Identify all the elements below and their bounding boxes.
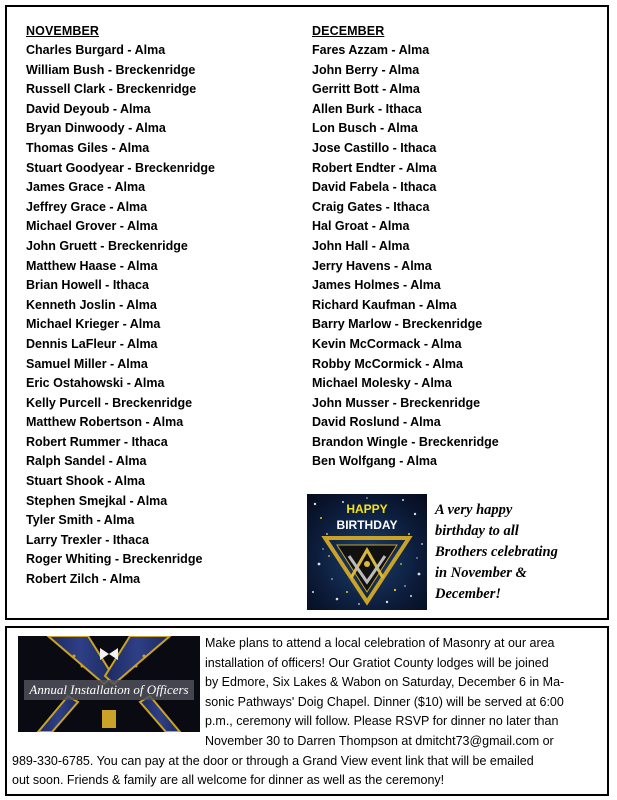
december-brother-name: Gerritt Bott - Alma [312,82,420,97]
december-brother-name: Barry Marlow - Breckenridge [312,317,483,332]
installation-section [5,626,609,796]
december-brother-name: Robert Endter - Alma [312,160,437,175]
november-brother-name: Samuel Miller - Alma [26,356,148,371]
masonic-emblem-icon [325,538,409,602]
november-brother-name: Jeffrey Grace - Alma [26,199,148,214]
december-column [312,23,499,472]
november-brother-name: Robert Zilch - Alma [26,572,141,587]
announcement-line: 989-330-6785. You can pay at the door or through a Grand View event link that will be emailed [12,753,534,768]
november-brother-name: Matthew Haase - Alma [26,258,158,273]
announcement-line: Make plans to attend a local celebration of Masonry at our area [205,636,555,650]
november-brother-name: Stephen Smejkal - Alma [26,493,168,508]
december-brother-name: Allen Burk - Ithaca [312,101,422,116]
november-brother-name: Stuart Goodyear - Breckenridge [26,160,215,175]
december-brother-name: James Holmes - Alma [312,278,441,293]
announcement-line: by Edmore, Six Lakes & Wabon on Saturday, December 6 in Ma- [205,675,565,690]
announcement-line: out soon. Friends & family are all welcome for dinner as well as the ceremony! [12,773,445,788]
december-brother-name: Ben Wolfgang - Alma [312,454,437,469]
november-brother-name: Michael Krieger - Alma [26,317,161,332]
november-brother-name: Russell Clark - Breckenridge [26,82,197,97]
november-brother-name: Ralph Sandel - Alma [26,454,147,469]
november-brother-name: John Gruett - Breckenridge [26,238,188,253]
december-brother-name: Jerry Havens - Alma [312,258,432,273]
birthday-message-line: Brothers celebrating [435,544,558,560]
december-brother-name: Jose Castillo - Ithaca [312,140,437,155]
november-brother-name: Brian Howell - Ithaca [26,278,149,293]
november-brother-name: David Deyoub - Alma [26,101,151,116]
birthday-message [435,500,611,605]
november-brother-name: Robert Rummer - Ithaca [26,434,168,449]
december-brother-name: Robby McCormick - Alma [312,356,463,371]
december-brother-name: John Musser - Breckenridge [312,395,481,410]
birthday-section [5,5,609,620]
birthday-message-line: in November & [435,565,527,581]
december-brother-name: John Hall - Alma [312,238,410,253]
november-brother-name: Michael Grover - Alma [26,219,158,234]
birthday-label: BIRTHDAY [336,518,398,532]
december-list [312,41,499,472]
december-brother-name: Fares Azzam - Alma [312,43,430,57]
announcement-line: November 30 to Darren Thompson at dmitcht73@gmail.com or [205,733,554,748]
december-brother-name: Brandon Wingle - Breckenridge [312,434,499,449]
birthday-message-line: A very happy [435,502,513,518]
december-brother-name: Michael Molesky - Alma [312,376,452,391]
november-brother-name: Roger Whiting - Breckenridge [26,552,203,567]
november-brother-name: Tyler Smith - Alma [26,513,135,528]
installation-caption: Annual Installation of Officers [24,680,194,700]
december-brother-name: Kevin McCormack - Alma [312,336,462,351]
december-heading: DECEMBER [312,24,385,38]
installation-image [18,636,200,732]
december-brother-name: John Berry - Alma [312,62,420,77]
birthday-message-line: birthday to all [435,523,519,539]
december-brother-name: Craig Gates - Ithaca [312,199,430,214]
jewel-icon [102,710,116,728]
december-brother-name: Lon Busch - Alma [312,121,418,136]
happy-birthday-image [307,494,427,610]
announcement-line: p.m., ceremony will follow. Please RSVP for dinner no later than [205,714,559,729]
november-brother-name: Kenneth Joslin - Alma [26,297,157,312]
december-brother-name: David Fabela - Ithaca [312,180,437,195]
birthday-graphic [307,494,427,610]
announcement-line: installation of officers! Our Gratiot County lodges will be joined [205,655,549,670]
november-heading: NOVEMBER [26,24,100,38]
november-brother-name: Kelly Purcell - Breckenridge [26,395,193,410]
november-list [26,41,215,590]
november-brother-name: Thomas Giles - Alma [26,140,150,155]
november-brother-name: Eric Ostahowski - Alma [26,376,165,391]
november-brother-name: Dennis LaFleur - Alma [26,336,158,351]
december-brother-name: Hal Groat - Alma [312,219,410,234]
november-brother-name: Bryan Dinwoody - Alma [26,121,166,136]
november-brother-name: James Grace - Alma [26,180,146,195]
december-brother-name: David Roslund - Alma [312,415,441,430]
happy-label: HAPPY [346,502,388,516]
birthday-message-line: December! [435,586,502,602]
december-brother-name: Richard Kaufman - Alma [312,297,457,312]
november-brother-name: Charles Burgard - Alma [26,43,166,57]
announcement-line: sonic Pathways' Doig Chapel. Dinner ($10) will be served at 6:00 [205,694,564,709]
november-brother-name: Larry Trexler - Ithaca [26,532,149,547]
november-column [26,23,215,590]
november-brother-name: Matthew Robertson - Alma [26,415,184,430]
november-brother-name: Stuart Shook - Alma [26,474,145,489]
november-brother-name: William Bush - Breckenridge [26,62,196,77]
